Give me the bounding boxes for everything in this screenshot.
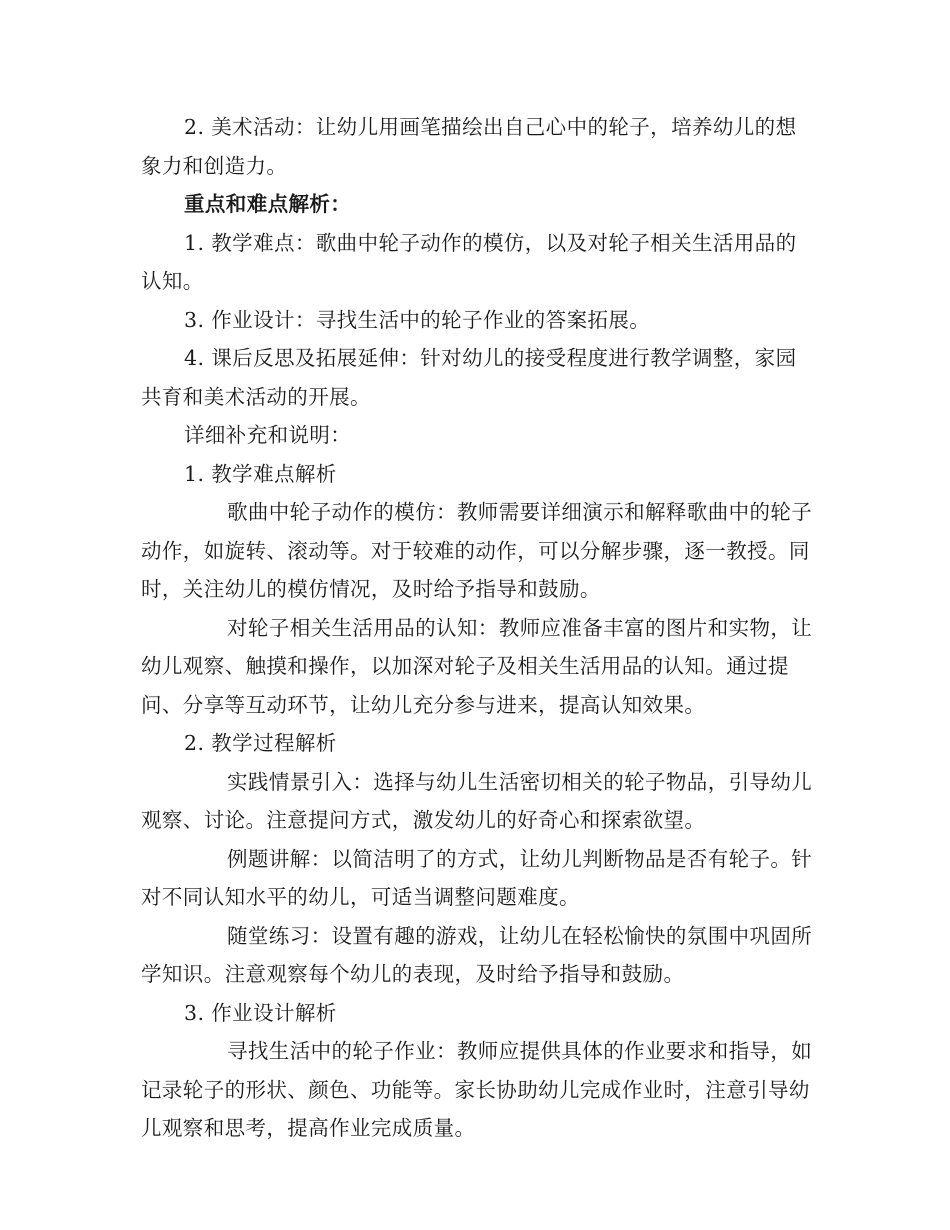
section-heading-details: 详细补充和说明： (184, 423, 352, 447)
paragraph-scenario-intro: 实践情景引入：选择与幼儿生活密切相关的轮子物品，引导幼儿观察、讨论。注意提问方式，激发幼儿的好奇心和探索欲望。 (141, 769, 813, 832)
paragraph-art-activity: 2. 美术活动：让幼儿用画笔描绘出自己心中的轮子，培养幼儿的想象力和创造力。 (141, 115, 797, 178)
paragraph-teaching-difficulty: 1. 教学难点：歌曲中轮子动作的模仿，以及对轮子相关生活用品的认知。 (141, 230, 797, 293)
paragraph-song-imitation: 歌曲中轮子动作的模仿：教师需要详细演示和解释歌曲中的轮子动作，如旋转、滚动等。对于较难的动作，可以分解步骤，逐一教授。同时，关注幼儿的模仿情况，及时给予指导和鼓励。 (141, 500, 813, 601)
section-heading-key-points: 重点和难点解析： (184, 192, 352, 216)
paragraph-example-explanation: 例题讲解：以简洁明了的方式，让幼儿判断物品是否有轮子。针对不同认知水平的幼儿，可适当调整问题难度。 (141, 846, 813, 909)
subheading-process-analysis: 2. 教学过程解析 (184, 731, 337, 755)
subheading-homework-analysis: 3. 作业设计解析 (184, 1000, 337, 1025)
subheading-difficulty-analysis: 1. 教学难点解析 (184, 461, 337, 486)
paragraph-reflection: 4. 课后反思及拓展延伸：针对幼儿的接受程度进行教学调整，家园共育和美术活动的开展。 (141, 346, 797, 409)
paragraph-class-practice: 随堂练习：设置有趣的游戏，让幼儿在轻松愉快的氛围中巩固所学知识。注意观察每个幼儿的表现，及时给予指导和鼓励。 (141, 923, 813, 986)
document-body (141, 108, 813, 1148)
paragraph-wheel-items-cognition: 对轮子相关生活用品的认知：教师应准备丰富的图片和实物，让幼儿观察、触摸和操作，以加深对轮子及相关生活用品的认知。通过提问、分享等互动环节，让幼儿充分参与进来，提高认知效果。 (141, 615, 813, 717)
paragraph-find-wheels-homework: 寻找生活中的轮子作业：教师应提供具体的作业要求和指导，如记录轮子的形状、颜色、功能等。家长协助幼儿完成作业时，注意引导幼儿观察和思考，提高作业完成质量。 (141, 1039, 813, 1140)
paragraph-homework-design: 3. 作业设计：寻找生活中的轮子作业的答案拓展。 (184, 307, 651, 332)
